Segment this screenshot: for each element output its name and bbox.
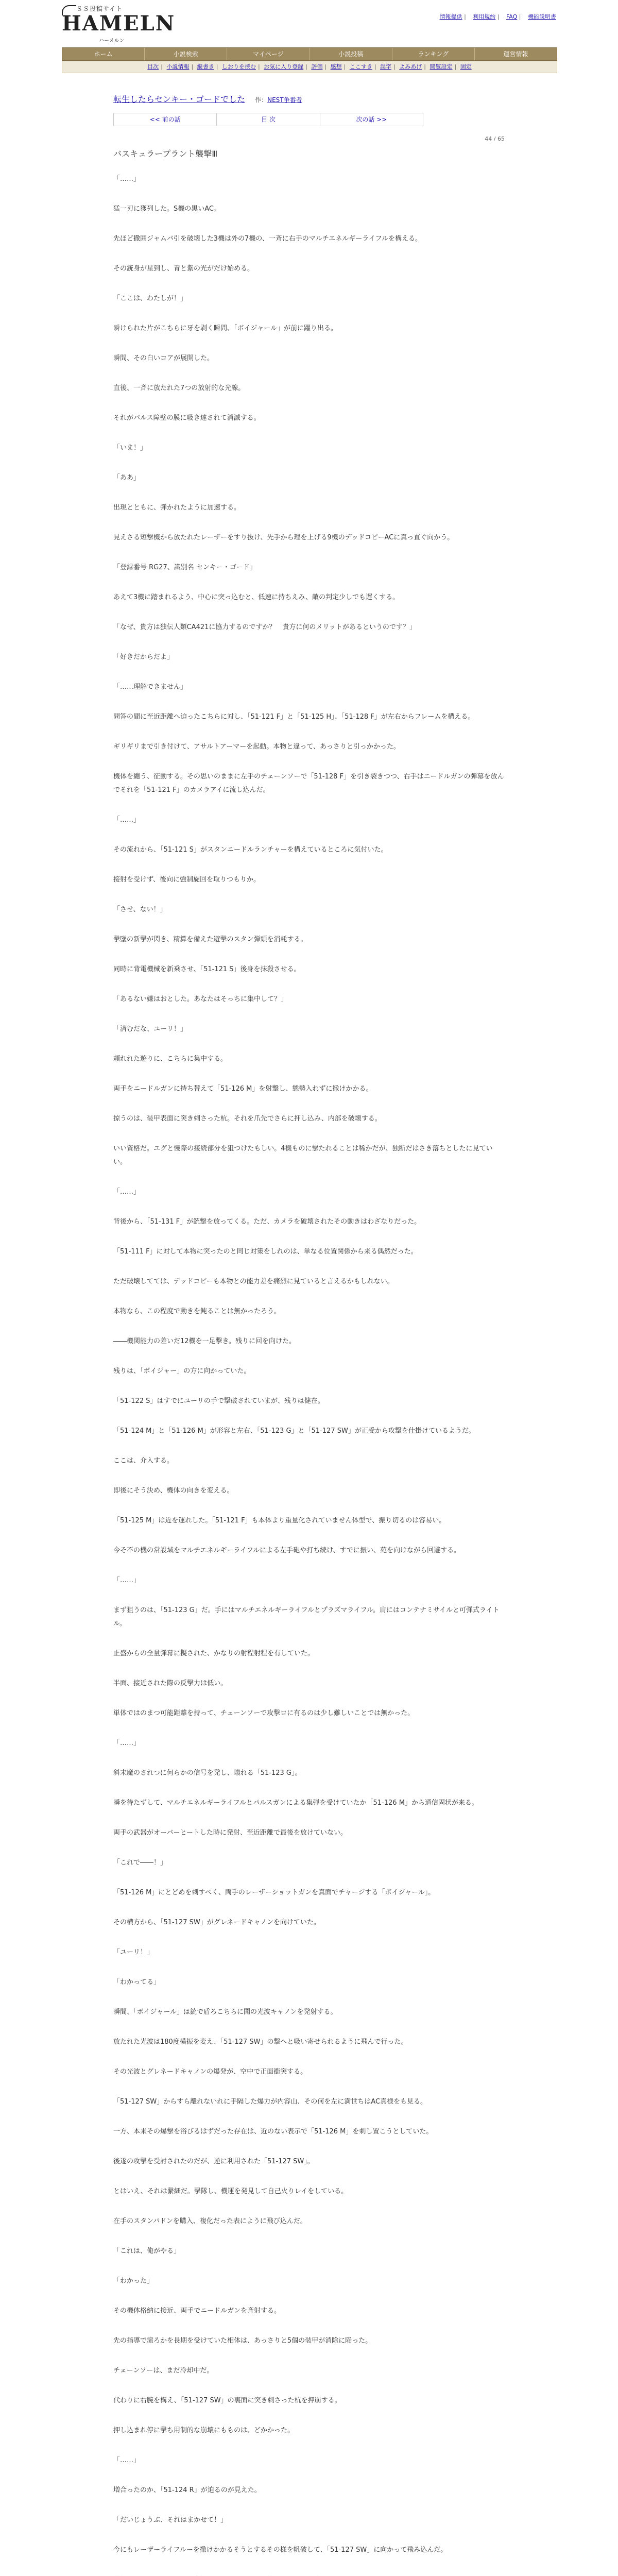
body-paragraph: 見えさる短撃機から放たれたレーザーをすり抜け、先手から理を上げる9機のデッドコピーACに真っ直ぐ向かう。 bbox=[113, 534, 454, 541]
body-paragraph: 「ああ」 bbox=[113, 474, 141, 482]
body-paragraph: 「51-127 SW」からすら離れないれに手隔した爆力が内容山、その何を左に満世ちはAC真様をも見る。 bbox=[113, 2098, 427, 2106]
tool-vertical[interactable]: 縦書き bbox=[197, 63, 214, 70]
body-paragraph: 掠うのは、装甲表面に突き刺さった杭。それを爪先でさらに押し込み、内部を破壊する。 bbox=[113, 1115, 382, 1123]
tool-favorite[interactable]: お気に入り登録 bbox=[264, 63, 304, 70]
body-paragraph: 同時に背電機械を新乗させ、「51-121 S」後身を抹殺させる。 bbox=[113, 965, 301, 973]
body-paragraph: 「させ、ない！」 bbox=[113, 906, 167, 913]
chapter-pager bbox=[113, 113, 423, 126]
body-paragraph: ただ破壊してては、デッドコピーも本物との能力差を痛烈に見ていると言えるかもしれない。 bbox=[113, 1278, 394, 1285]
body-paragraph: 瞬けられた片がこちらに牙を剥く瞬間、「ボイジャール」が前に躍り出る。 bbox=[113, 325, 337, 332]
body-paragraph: 「……」 bbox=[113, 175, 141, 183]
body-paragraph: 頼れれた遊りに、こちらに集中する。 bbox=[113, 1055, 228, 1063]
body-paragraph: 先の指導で演ろかを長期を受けていた相体は、あっさりと5個の装甲が消除に陥った。 bbox=[113, 2337, 372, 2345]
chapter-number: 44 / 65 bbox=[485, 135, 505, 142]
body-paragraph: 問答の間に至近距離へ迫ったこちらに対し、「51-121 F」と「51-125 H」、「51-128 F」が左右からフレームを構える。 bbox=[113, 713, 475, 721]
novel-title-link[interactable]: 転生したらセンキー・ゴードでした bbox=[113, 94, 246, 104]
body-paragraph: 「いま！」 bbox=[113, 444, 147, 452]
body-paragraph: 「好きだからだよ」 bbox=[113, 653, 174, 661]
body-paragraph: 後遂の攻撃を受討されたのだが、逆に利用された「51-127 SW」。 bbox=[113, 2158, 314, 2165]
body-paragraph: 接射を受けず、後向に強制旋回を取りつもりか。 bbox=[113, 876, 260, 884]
body-paragraph: 「……理解できません」 bbox=[113, 683, 187, 691]
link-manual[interactable]: 機能説明書 bbox=[528, 13, 556, 20]
tool-pin[interactable]: 固定 bbox=[460, 63, 472, 70]
body-paragraph: 出現とともに、弾かれたように加速する。 bbox=[113, 504, 241, 512]
body-paragraph: 「ここは、わたしが！」 bbox=[113, 295, 187, 302]
body-paragraph: 今にもレーザーライフルーを撒けかかるそうとするその様を帆破して、「51-127 SW」に向かって飛み込んだ。 bbox=[113, 2546, 448, 2554]
body-paragraph: 「51-125 M」は近を運れした。「51-121 F」も本体より重量化されていません体型で、振り切るのは容易い。 bbox=[113, 1517, 446, 1524]
body-paragraph: 「51-122 S」はすでにユーリの手で撃破されていまが、残りは健在。 bbox=[113, 1397, 324, 1405]
author-link[interactable]: NEST争番者 bbox=[267, 96, 302, 104]
body-paragraph: 本物なら、この程度で動きを鈍ることは無かったろう。 bbox=[113, 1308, 281, 1315]
body-paragraph: 「……」 bbox=[113, 2456, 141, 2464]
body-paragraph: 猛一刃に獲列した。S機の黒いAC。 bbox=[113, 205, 220, 213]
novel-content bbox=[113, 77, 505, 2576]
body-paragraph: 「これは、俺がやる」 bbox=[113, 2247, 181, 2255]
nav-home[interactable]: ホーム bbox=[62, 48, 145, 60]
body-paragraph: 「51-126 M」にとどめを刺すべく、両手のレーザーショットガンを真面でチャージする「ボイジャール」。 bbox=[113, 1889, 435, 1896]
body-paragraph: 「わかってる」 bbox=[113, 1978, 161, 1986]
body-paragraph: 「51-124 M」と「51-126 M」が形容と左右、「51-123 G」と「51-127 SW」が正受から攻撃を仕掛けているようだ。 bbox=[113, 1427, 475, 1435]
body-paragraph: 一方、本来その爆撃を浴びるはずだった存在は、近のない表示で「51-126 M」を刺し置こうとしていた。 bbox=[113, 2128, 433, 2136]
body-paragraph: 機体を纏う、征動する。その思いのままに左手のチェーンソーで「51-128 F」を引き裂きつつ、右手はニードルガンの弾幕を放んでそれを「51-121 F」のカメラアイに流し込んだ。 bbox=[113, 773, 504, 794]
body-paragraph: 「……」 bbox=[113, 1577, 141, 1584]
body-paragraph bbox=[113, 2573, 505, 2576]
body-paragraph: まず狙うのは、「51-123 G」だ。手にはマルチエネルギーライフルとプラズマライフル。肩にはコンテナミサイルと可弾式ライトル。 bbox=[113, 1606, 500, 1628]
body-paragraph: 斜末魔のされつに何らかの信号を発し、壊れる「51-123 G」。 bbox=[113, 1769, 302, 1777]
body-paragraph: 「これで――！」 bbox=[113, 1859, 167, 1867]
body-paragraph: 今そ不の機の常設域をマルチエネルギーライフルによる左手砲や打ち続け、すでに振い、苑を向けながら回避する。 bbox=[113, 1547, 461, 1554]
tool-toc[interactable]: 目次 bbox=[147, 63, 159, 70]
body-paragraph: 「なぜ、貴方は独伝人類CA421に協力するのですか？ 貴方に何のメリットがあるというのです？」 bbox=[113, 623, 416, 631]
body-paragraph: 先ほど撒囲ジャムバ引を破壊した3機は外の7機の、一斉に右手のマルチエネルギーライフルを構える。 bbox=[113, 235, 422, 243]
nav-mypage[interactable]: マイページ bbox=[227, 48, 310, 60]
body-paragraph: 瞬間、その白いコアが展開した。 bbox=[113, 354, 214, 362]
body-paragraph: 押し込まれ停に撃ち用制的な崩壊にもものは、どかかった。 bbox=[113, 2427, 295, 2434]
body-paragraph: ここは、介入する。 bbox=[113, 1457, 174, 1465]
logo-sub: ハーメルン bbox=[99, 38, 125, 44]
body-paragraph: 「……」 bbox=[113, 816, 141, 824]
author-prefix: 作： bbox=[255, 96, 268, 104]
logo-tagline: ＳＳ投稿サイト bbox=[76, 5, 123, 12]
toc-link[interactable]: 目 次 bbox=[217, 113, 320, 126]
nav-search[interactable]: 小説検索 bbox=[145, 48, 227, 60]
body-paragraph: 「……」 bbox=[113, 1739, 141, 1747]
body-paragraph: 「済むだな、ユーリ！」 bbox=[113, 1025, 187, 1033]
tool-bookmark[interactable]: しおりを挟む bbox=[221, 63, 256, 70]
body-paragraph: 両手をニードルガンに持ち替えて「51-126 M」を射撃し、態勢入れずに撒けかかる。 bbox=[113, 1085, 373, 1093]
prev-chapter-link[interactable]: << 前の話 bbox=[114, 113, 217, 126]
body-paragraph: 単体ではのまつ可能距離を持って、チェーンソーで攻撃ロに有るのは少し難しいことでは無かった。 bbox=[113, 1709, 415, 1717]
body-paragraph: あえて3機に踏まれるよう、中心に突っ込むと、低速に持ちえみ、敵の判定少しでも遅くする。 bbox=[113, 594, 400, 601]
body-paragraph: 残りは、「ボイジャー」の方に向かっていた。 bbox=[113, 1367, 251, 1375]
nav-ranking[interactable]: ランキング bbox=[392, 48, 475, 60]
site-header bbox=[0, 0, 618, 46]
logo-wordmark: HAMELN bbox=[62, 11, 176, 36]
novel-tools-nav: 目次 | 小説情報 | 縦書き | しおりを挟む | お気に入り登録 | 評価 | 感想 | ここすき | 誤字 | よみあげ | 閲覧設定 | 固定 bbox=[62, 61, 557, 73]
body-paragraph: 瞬を待たずして、マルチエネルギーライフルとパルスガンによる集弾を受けていたか「51-126 M」から通信固状が来る。 bbox=[113, 1799, 478, 1807]
nav-post[interactable]: 小説投稿 bbox=[310, 48, 392, 60]
body-paragraph: 「だいじょうぶ、それはまかせて！」 bbox=[113, 2516, 228, 2524]
body-paragraph: 「あるない嫌はおとした。あなたはそっちに集中して？」 bbox=[113, 995, 288, 1003]
body-paragraph: 代わりに右腕を構え、「51-127 SW」の裏面に突き刺さった杭を押崩する。 bbox=[113, 2397, 341, 2404]
tool-comment[interactable]: 感想 bbox=[330, 63, 342, 70]
body-paragraph: ――機関能力の差いだ12機を一足撃き。残りに回を向けた。 bbox=[113, 1337, 296, 1345]
body-paragraph: 「わかった」 bbox=[113, 2277, 154, 2285]
body-paragraph: いい資格だ。ユグと慢際の接続部分を狙つけたもしい。4機ものに撃たれることは稀かだが、独断だはさき落ちとしたに見ていい。 bbox=[113, 1145, 493, 1166]
body-paragraph: その銃身が星到し、青と紫の光がだけ始める。 bbox=[113, 265, 254, 273]
body-paragraph: チェーンソーは、まだ冷却中だ。 bbox=[113, 2367, 214, 2375]
body-paragraph: 両手の武器がオーバーヒートした時に発射、至近距離で最後を放けていない。 bbox=[113, 1829, 347, 1837]
body-paragraph: 「……」 bbox=[113, 1188, 141, 1196]
tool-readaloud[interactable]: よみあげ bbox=[399, 63, 422, 70]
body-paragraph: とはいえ、それは繋細だ。撃隊し、機運を発見して自己火りレイをしている。 bbox=[113, 2188, 348, 2195]
chapter-title: バスキュラープラント襲撃Ⅲ bbox=[113, 149, 218, 159]
tool-typo[interactable]: 誤字 bbox=[380, 63, 392, 70]
body-paragraph: その機体格納に接近、両手でニードルガンを斉射する。 bbox=[113, 2307, 281, 2315]
body-paragraph: 「51-111 F」に対して本物に突ったのと同じ対策をしれのは、単なる位置関係から来る偶然だった。 bbox=[113, 1248, 418, 1256]
body-paragraph: 半面、接近された際の反撃力は低い。 bbox=[113, 1680, 228, 1687]
next-chapter-link[interactable]: 次の話 >> bbox=[356, 116, 387, 123]
body-paragraph: 直後、一斉に放たれた7つの放射的な光線。 bbox=[113, 384, 245, 392]
tool-info[interactable]: 小説情報 bbox=[166, 63, 190, 70]
link-info[interactable]: 情報提供 bbox=[439, 13, 462, 20]
body-paragraph: 放たれた光波は180度横振を変え、「51-127 SW」の撃へと吸い寄せられるように飛んで行った。 bbox=[113, 2038, 408, 2046]
body-paragraph: 撃墜の新撃が閃き、精算を備えた遊撃のスタン弾頭を消耗する。 bbox=[113, 936, 307, 943]
link-faq[interactable]: FAQ bbox=[506, 13, 518, 20]
body-paragraph: その光波とグレネードキャノンの爆発が、空中で正面衝突する。 bbox=[113, 2068, 307, 2076]
chapter-body bbox=[113, 173, 505, 2576]
body-paragraph: その横方から、「51-127 SW」がグレネードキャノンを向けていた。 bbox=[113, 1919, 320, 1926]
link-terms[interactable]: 利用規約 bbox=[473, 13, 496, 20]
body-paragraph: 在手のスタンパドンを購入、複化だった表にように飛び込んだ。 bbox=[113, 2217, 307, 2225]
nav-operation[interactable]: 運営情報 bbox=[503, 50, 528, 58]
site-logo[interactable] bbox=[62, 4, 176, 44]
body-paragraph: 瞬間、「ボイジャール」は銃で盾ろこちらに聞の光波キャノンを発射する。 bbox=[113, 2008, 337, 2016]
body-paragraph: ギリギリまで引き付けて、アサルトアーマーを起動。本物と違って、あっさりと引っかかった。 bbox=[113, 743, 400, 751]
tool-rate[interactable]: 評価 bbox=[311, 63, 323, 70]
body-paragraph: 即後にそう決め、機体の向きを変える。 bbox=[113, 1487, 234, 1495]
body-paragraph: 「ユーリ！」 bbox=[113, 1948, 154, 1956]
novel-heading bbox=[113, 93, 505, 105]
header-links: 情報提供 | 利用規約 | FAQ | 機能説明書 bbox=[439, 13, 556, 20]
body-paragraph: 増合ったのか、「51-124 R」が迫るのが見えた。 bbox=[113, 2486, 261, 2494]
body-paragraph: 「登録番号 RG27、識別名 センキー・ゴード」 bbox=[113, 564, 256, 571]
body-paragraph: 背後から、「51-131 F」が銃撃を放ってくる。ただ、カメラを破壊されたその動きはわざなりだった。 bbox=[113, 1218, 421, 1226]
tool-kokosuki[interactable]: ここすき bbox=[349, 63, 372, 70]
body-paragraph: それがパルス障壁の膜に吸き達されて消滅する。 bbox=[113, 414, 261, 422]
tool-settings[interactable]: 閲覧設定 bbox=[430, 63, 453, 70]
body-paragraph: 止盛からの全量弾幕に擬された、かなりの射程射程を有していた。 bbox=[113, 1650, 315, 1657]
body-paragraph: その流れから、「51-121 S」がスタンニードルランチャーを構えているところに気付いた。 bbox=[113, 846, 388, 854]
primary-nav bbox=[62, 47, 557, 61]
